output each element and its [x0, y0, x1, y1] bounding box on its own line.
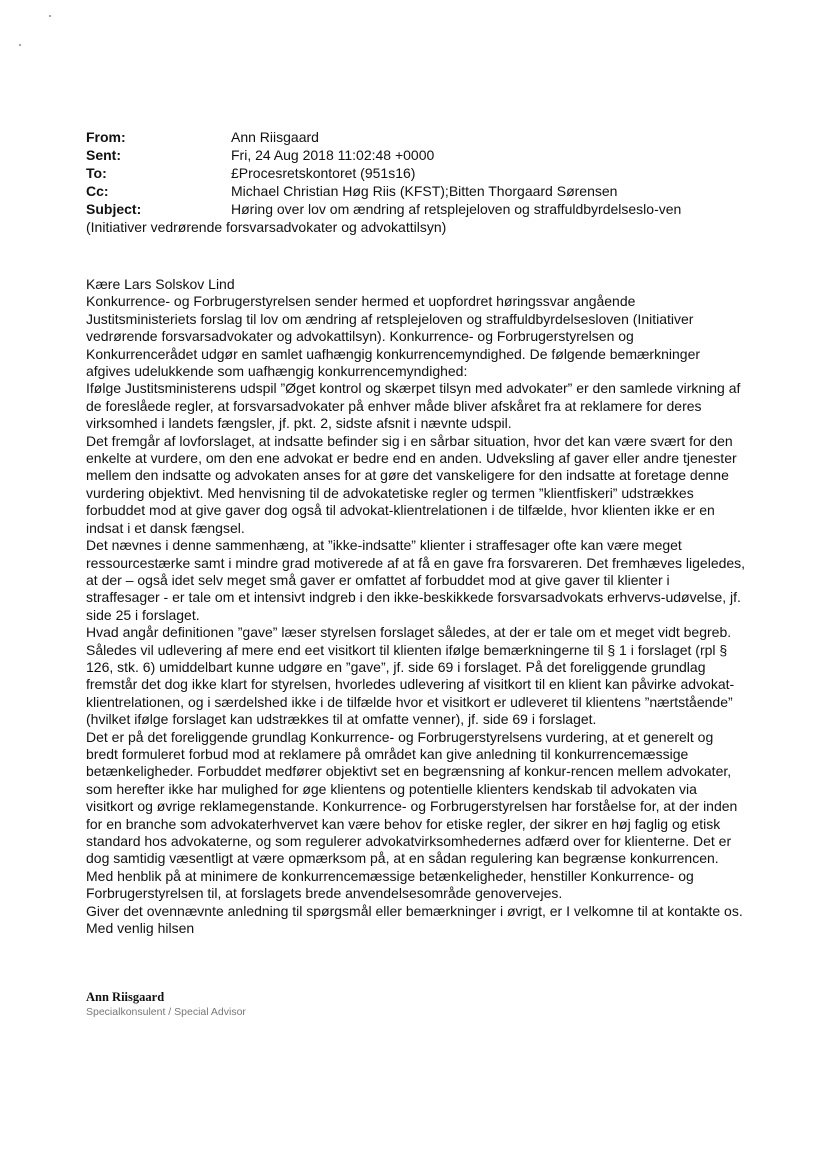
- email-header: [86, 128, 786, 236]
- greeting: Kære Lars Solskov Lind: [86, 276, 235, 292]
- signature-title: Specialkonsulent / Special Advisor: [86, 1006, 246, 1018]
- signature-name: Ann Riisgaard: [86, 990, 165, 1004]
- subject-row: [86, 200, 786, 218]
- scan-speck: [49, 15, 51, 17]
- to-row: [86, 164, 786, 182]
- body-paragraph: Det fremgår af lovforslaget, at indsatte befinder sig i en sårbar situation, hvor det kan være svært for den enkelte at vurdere, om den ene advokat er bedre end en anden. Udveksling af gaver eller andre tjenester mellem den indsatte og advokaten anses for at gøre det vanskeligere for den indsatte at foretage denne vurdering objektivt. Med henvisning til de advokatetiske regler og termen ”klientfiskeri” udstrækkes forbuddet mod at give gaver dog også til advokat-klientrelationen i de tilfælde, hvor klienten ikke er en indsat i et dansk fængsel.: [86, 432, 737, 536]
- subject-label: Subject:: [86, 201, 142, 217]
- sent-label: Sent:: [86, 147, 121, 163]
- subject-continuation: (Initiativer vedrørende forsvarsadvokater og advokattilsyn): [86, 219, 447, 235]
- signature: [86, 990, 246, 1020]
- from-label: From:: [86, 129, 126, 145]
- body-paragraph: Ifølge Justitsministerens udspil ”Øget kontrol og skærpet tilsyn med advokater” er den samlede virkning af de foreslåede regler, at forsvarsadvokater på enhver måde bliver afskåret fra at reklamere for deres virksomhed i landets fængsler, jf. pkt. 2, sidste afsnit i nævnte udspil.: [86, 380, 741, 432]
- body-paragraph: Giver det ovennævnte anledning til spørgsmål eller bemærkninger i øvrigt, er I velkomne til at kontakte os.: [86, 902, 743, 919]
- closing: Med venlig hilsen: [86, 920, 195, 937]
- sent-row: [86, 146, 786, 164]
- from-row: [86, 128, 786, 146]
- scan-speck: [19, 44, 21, 46]
- cc-label: Cc:: [86, 183, 109, 199]
- sent-value: Fri, 24 Aug 2018 11:02:48 +0000: [231, 147, 435, 163]
- email-body: [86, 276, 746, 937]
- body-paragraph: Det er på det foreliggende grundlag Konkurrence- og Forbrugerstyrelsens vurdering, at et generelt og bredt formuleret forbud mod at reklamere på området kan give anledning til konkurrencemæssige betænkeligheder. Forbuddet medfører objektivt set en begrænsning af konkur-rencen mellem advokater, som herefter ikke har mulighed for øge klientens og potentielle klienters kendskab til advokaten via visitkort og øvrige reklamegenstande. Konkurrence- og Forbrugerstyrelsen har forståelse for, at der inden for en branche som advokaterhvervet kan være behov for etiske regler, der sikrer en høj faglig og etisk standard hos advokaterne, og som regulerer advokatvirksomhedernes adfærd over for klienterne. Det er dog samtidig væsentligt at være opmærksom på, at en sådan regulering kan begrænse konkurrencen.: [86, 728, 738, 867]
- body-paragraph: Konkurrence- og Forbrugerstyrelsen sender hermed et uopfordret høringssvar angående Justitsministeriets forslag til lov om ændring af retsplejeloven og straffuldbyrdelsesloven (Initiativer vedrørende forsvarsadvokater og advokattilsyn). Konkurrence- og Forbrugerstyrelsen og Konkurrencerådet udgør en samlet uafhængig konkurrencemyndighed. De følgende bemærkninger afgives udelukkende som uafhængig konkurrencemyndighed:: [86, 293, 701, 380]
- body-paragraph: Det nævnes i denne sammenhæng, at ”ikke-indsatte” klienter i straffesager ofte kan være meget ressourcestærke samt i mindre grad motiverede af at få en gave fra forsvareren. Det fremhæves ligeledes, at der – også idet selv meget små gaver er omfattet af forbuddet mod at give gaver til klienter i straffesager - er tale om et intensivt indgreb i den ikke-beskikkede forsvarsadvokats erhvervs-udøvelse, jf. side 25 i forslaget.: [86, 537, 746, 623]
- cc-value: Michael Christian Høg Riis (KFST);Bitten Thorgaard Sørensen: [231, 183, 618, 199]
- subject-value: Høring over lov om ændring af retsplejeloven og straffuldbyrdelseslo-ven: [231, 201, 682, 217]
- cc-row: [86, 182, 786, 200]
- body-paragraph: Hvad angår definitionen ”gave” læser styrelsen forslaget således, at der er tale om et meget vidt begreb. Således vil udlevering af mere end eet visitkort til klienten ifølge bemærkningerne til § 1 i forslaget (rpl § 126, stk. 6) umiddelbart kunne udgøre en ”gave”, jf. side 69 i forslaget. På det foreliggende grundlag fremstår det dog ikke klart for styrelsen, hvorledes udlevering af visitkort til en klient kan påvirke advokat-klientrelationen, og i særdelshed ikke i de tilfælde hvor et visitkort er udleveret til klientens ”nærtstående” (hvilket ifølge forslaget kan udstrækkes til at omfatte venner), jf. side 69 i forslaget.: [86, 624, 735, 728]
- to-label: To:: [86, 165, 107, 181]
- to-value: £Procesretskontoret (951s16): [231, 165, 416, 181]
- from-value: Ann Riisgaard: [231, 129, 319, 145]
- body-paragraph: Med henblik på at minimere de konkurrencemæssige betænkeligheder, henstiller Konkurrence- og Forbrugerstyrelsen til, at forslagets brede anvendelsesområde genovervejes.: [86, 867, 694, 902]
